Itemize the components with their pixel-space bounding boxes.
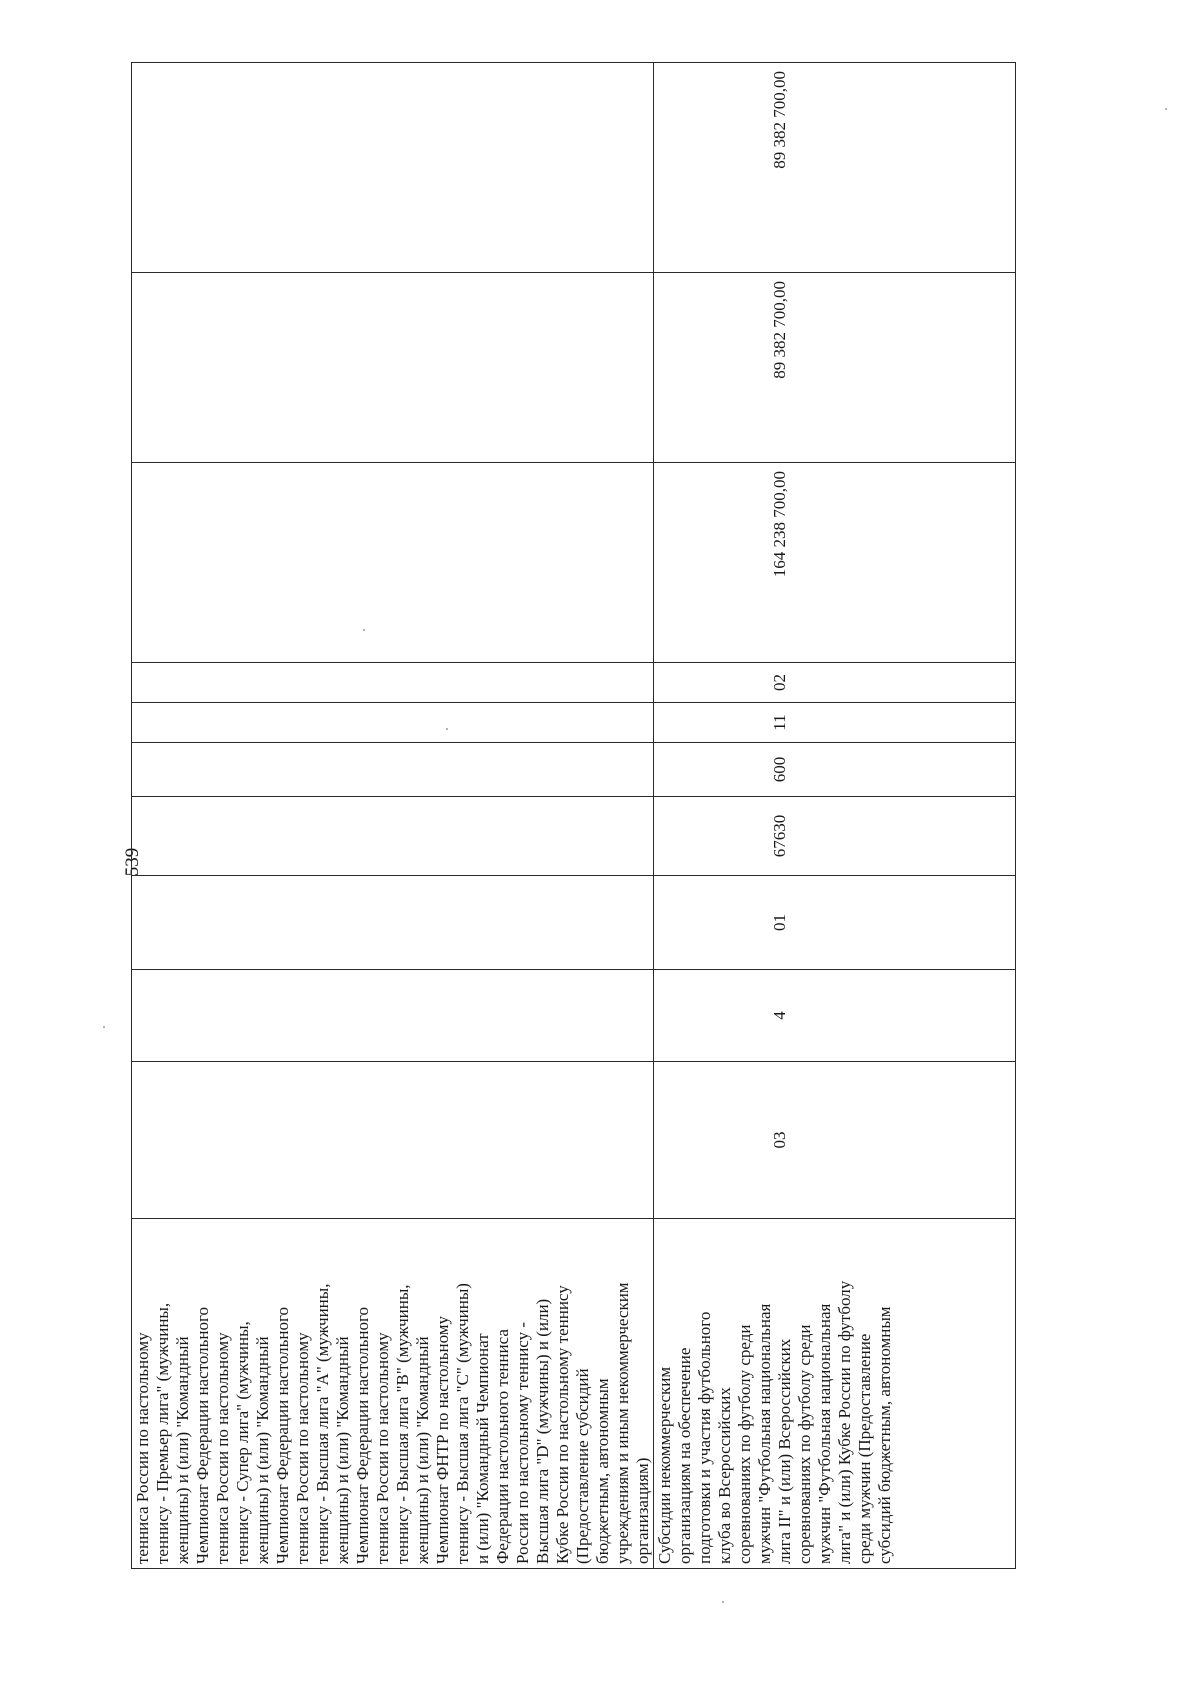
description-line: женщины) и (или) "Командный (413, 1336, 432, 1564)
description-line: среди мужчин (Предоставление (855, 1333, 874, 1564)
amount-cell-2 (132, 273, 654, 463)
description-line: мужчин "Футбольная национальная (815, 1303, 834, 1564)
budget-table (131, 62, 1016, 1569)
page-number: 539 (122, 847, 143, 877)
description-line: соревнованиях по футболу среди (795, 1324, 814, 1564)
description-line: Чемпионат Федерации настольного (193, 1306, 212, 1564)
description-line: теннису - Высшая лига "С" (мужчины) (453, 1283, 472, 1564)
description-line: Высшая лига "D" (мужчины) и (или) (533, 1298, 552, 1564)
description-line: тенниса России по настольному (293, 1332, 312, 1564)
description-line: соревнованиях по футболу среди (735, 1324, 754, 1564)
chapter-code-cell: 11 (654, 703, 1016, 743)
amount-cell-2: 89 382 700,00 (654, 273, 1016, 463)
description-line: теннису - Высшая лига "В" (мужчины, (393, 1284, 412, 1564)
description-line: тенниса России по настольному (133, 1332, 152, 1564)
scan-speck (722, 1601, 724, 1603)
program-code-cell: 4 (654, 970, 1016, 1062)
direction-code-cell: 67630 (654, 797, 1016, 876)
description-line: и (или) "Командный Чемпионат (473, 1333, 492, 1564)
description-line: субсидий бюджетным, автономным (875, 1306, 894, 1564)
description-line: клуба во Всероссийских (715, 1387, 734, 1564)
subsection-code-cell: 02 (654, 663, 1016, 703)
scan-speck (1165, 108, 1167, 110)
scan-speck (363, 629, 365, 631)
expense-type-cell (132, 743, 654, 797)
rotated-table-wrapper (131, 63, 894, 1569)
table-row (654, 63, 1016, 1569)
description-line: тенниса России по настольному (213, 1332, 232, 1564)
section-code-cell (132, 1062, 654, 1219)
description-line: Федерации настольного тенниса (493, 1329, 512, 1564)
subsection-code-cell (132, 663, 654, 703)
description-line: женщины) и (или) "Командный (333, 1336, 352, 1564)
description-line: Чемпионат ФНТР по настольному (433, 1315, 452, 1564)
scan-speck (103, 1026, 105, 1028)
description-line: подготовки и участия футбольного (695, 1311, 714, 1564)
amount-cell-1 (132, 463, 654, 663)
description-line: тенниса России по настольному (373, 1332, 392, 1564)
description-line: организациям на обеспечение (675, 1347, 694, 1564)
scan-speck (446, 728, 448, 730)
subprogram-code-cell (132, 876, 654, 970)
description-line: теннису - Премьер лига" (мужчины, (153, 1302, 172, 1564)
description-line: Чемпионат Федерации настольного (353, 1306, 372, 1564)
section-code-cell: 03 (654, 1062, 1016, 1219)
description-line: Чемпионат Федерации настольного (273, 1306, 292, 1564)
description-line: учреждениям и иным некоммерческим (613, 1282, 632, 1564)
subprogram-code-cell: 01 (654, 876, 1016, 970)
description-line: женщины) и (или) "Командный (253, 1336, 272, 1564)
description-line: Кубке России по настольному теннису (553, 1285, 572, 1564)
description-line: лига II" и (или) Всероссийских (775, 1338, 794, 1564)
description-line: России по настольному теннису - (513, 1321, 532, 1564)
amount-cell-1: 164 238 700,00 (654, 463, 1016, 663)
description-line: теннису - Высшая лига "А" (мужчины, (313, 1283, 332, 1564)
expense-type-cell: 600 (654, 743, 1016, 797)
description-cell (132, 1219, 654, 1569)
description-line: женщины) и (или) "Командный (173, 1336, 192, 1564)
description-line: Субсидии некоммерческим (655, 1366, 674, 1564)
direction-code-cell (132, 797, 654, 876)
amount-cell-3: 89 382 700,00 (654, 63, 1016, 273)
description-line: мужчин "Футбольная национальная (755, 1303, 774, 1564)
description-line: теннису - Супер лига" (мужчины, (233, 1321, 252, 1564)
description-line: (Предоставление субсидий (573, 1368, 592, 1564)
description-line: лига" и (или) Кубке России по футболу (835, 1280, 854, 1564)
amount-cell-3 (132, 63, 654, 273)
chapter-code-cell (132, 703, 654, 743)
program-code-cell (132, 970, 654, 1062)
table-row (132, 63, 654, 1569)
description-line: организациям) (633, 1457, 652, 1564)
description-line: бюджетным, автономным (593, 1378, 612, 1564)
description-cell (654, 1219, 1016, 1569)
